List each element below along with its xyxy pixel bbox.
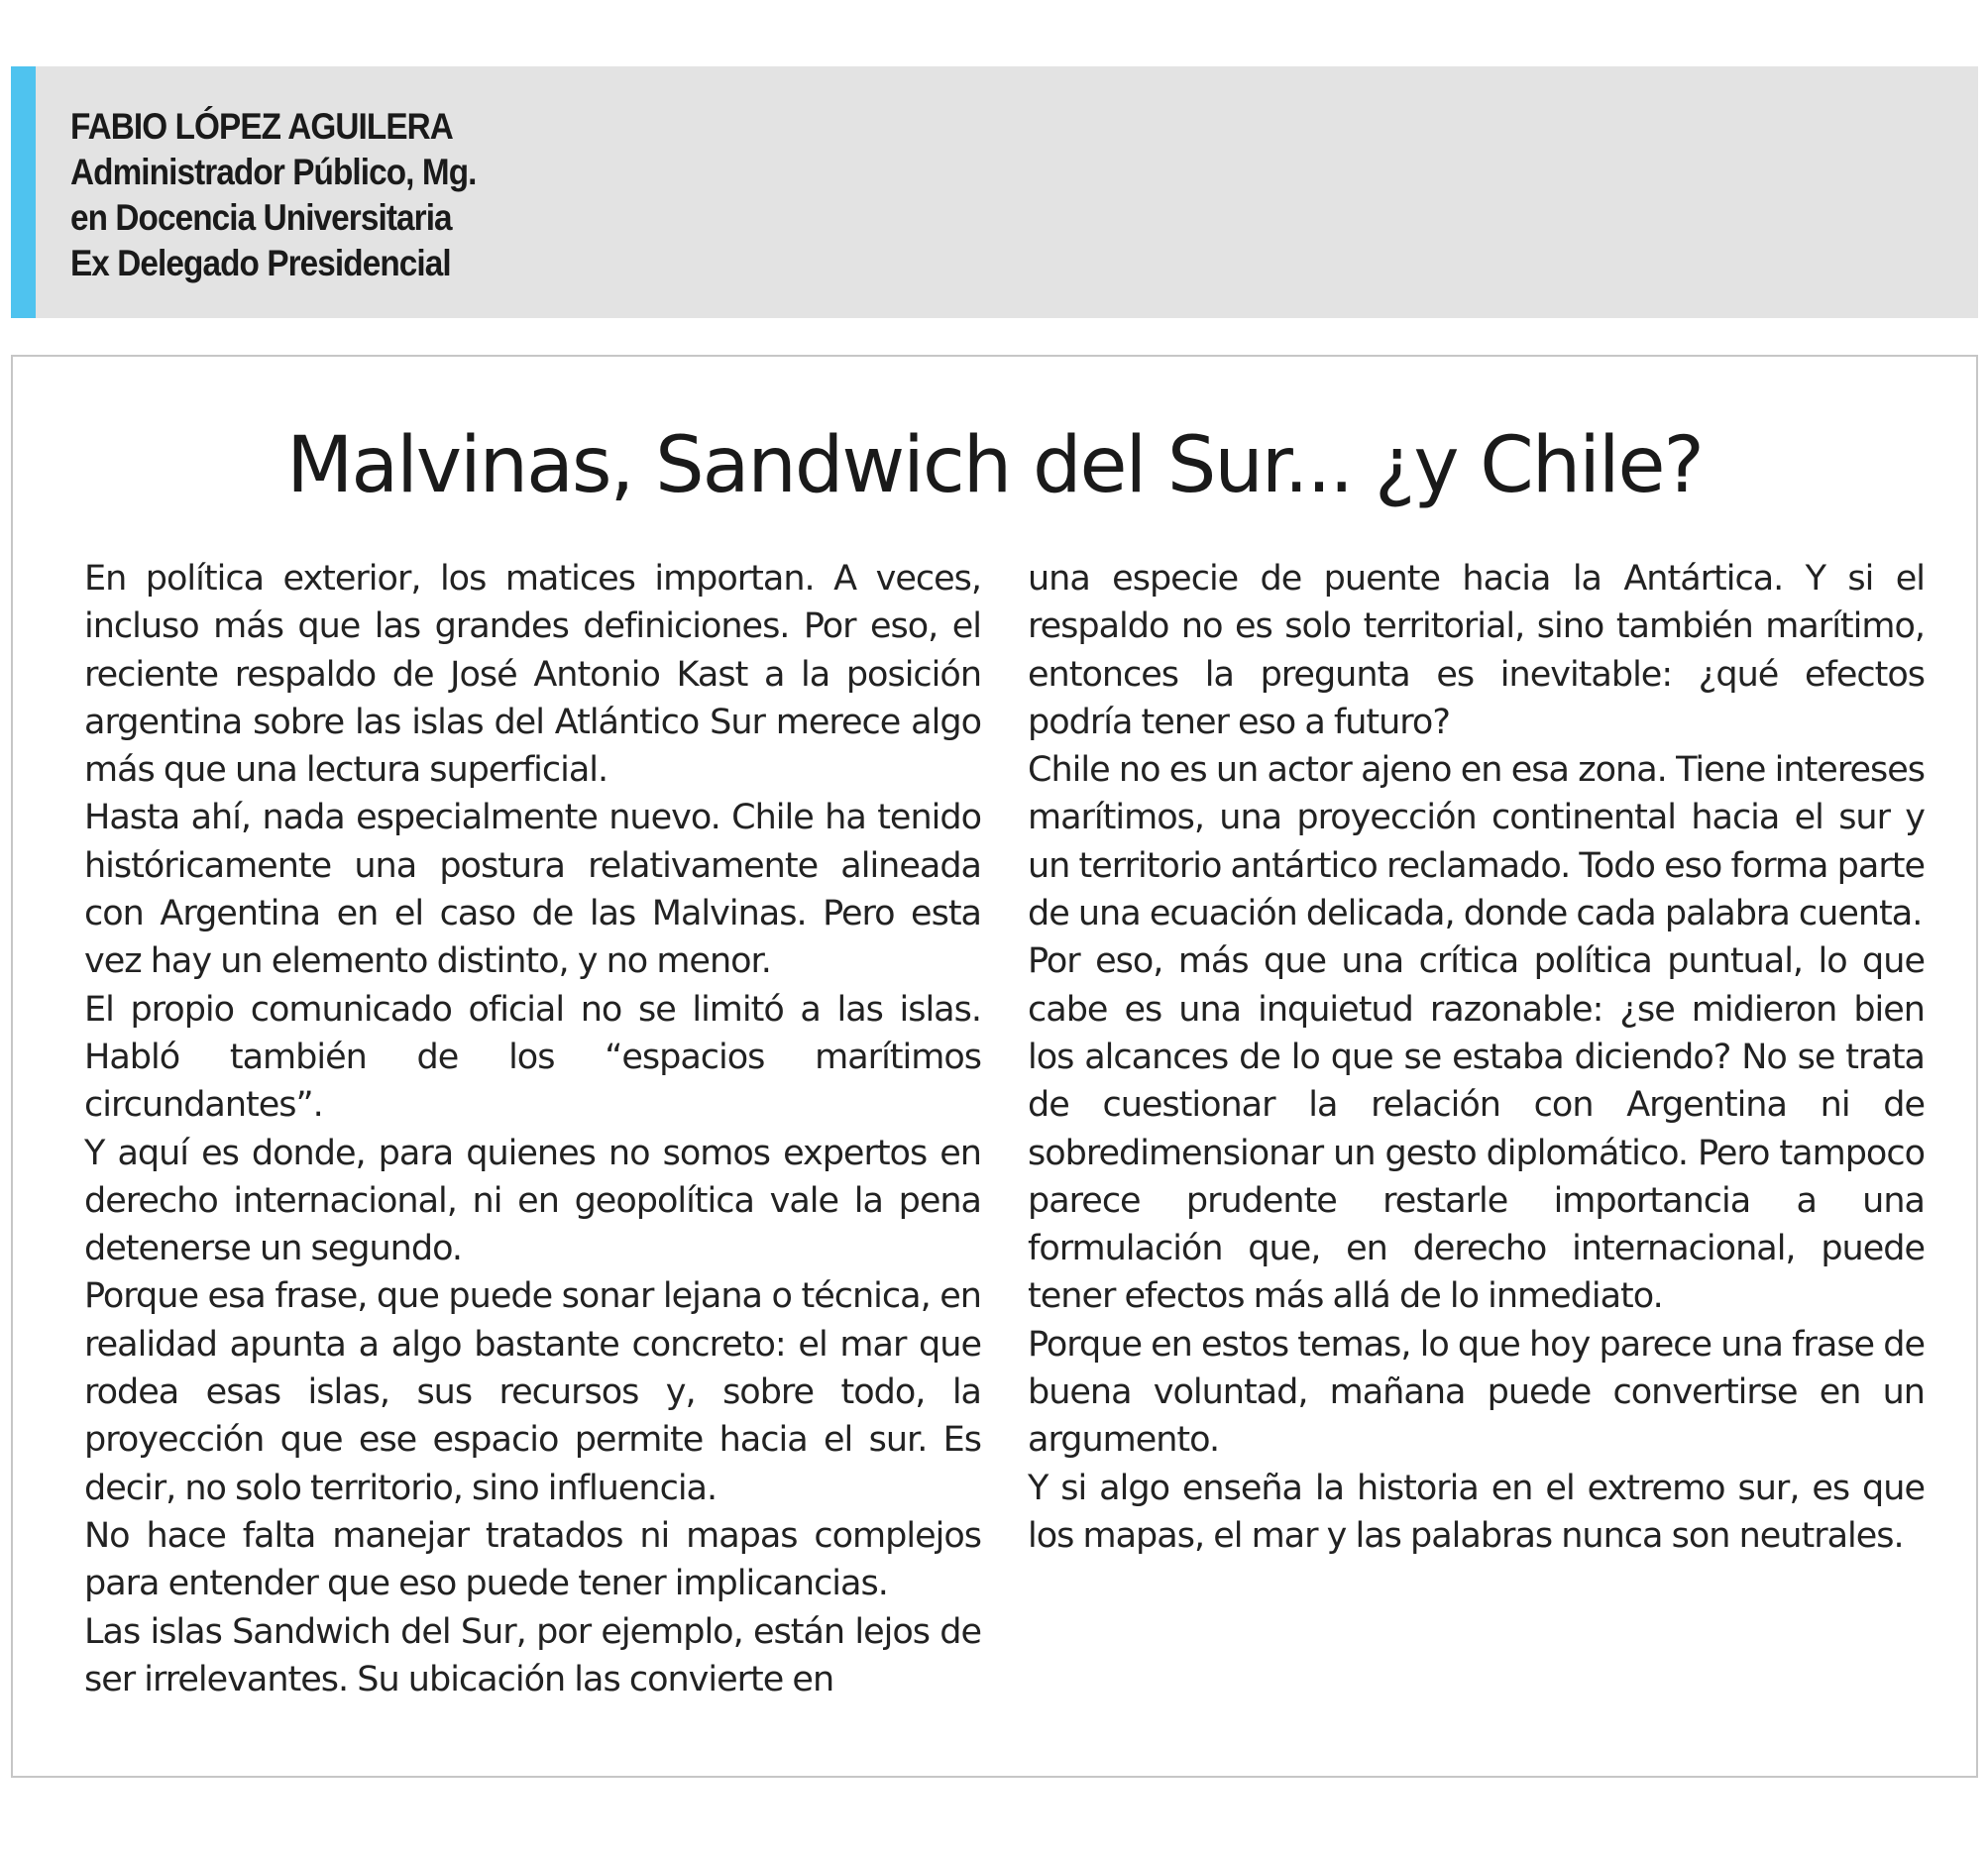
- paragraph: Y si algo enseña la historia en el extremo sur, es que los mapas, el mar y las palabras nunca son neutrales.: [1028, 1468, 1925, 1556]
- author-title-line-1: Administrador Público, Mg.: [70, 152, 477, 192]
- article-column-right: [1028, 555, 1925, 1560]
- author-info: [70, 104, 477, 286]
- article-headline: Malvinas, Sandwich del Sur... ¿y Chile?: [286, 421, 1703, 510]
- paragraph: Chile no es un actor ajeno en esa zona. Tiene intereses marítimos, una proyección continental hacia el sur y un territorio antártico reclamado. Todo eso forma parte de una ecuación delicada, donde cada palabra cuenta.: [1028, 750, 1925, 934]
- accent-bar: [11, 66, 36, 318]
- author-title-line-2: en Docencia Universitaria: [70, 197, 452, 238]
- article-box: [11, 355, 1978, 1778]
- paragraph: Porque esa frase, que puede sonar lejana o técnica, en realidad apunta a algo bastante concreto: el mar que rodea esas islas, sus recursos y, sobre todo, la proyección que ese espacio permite hacia el sur. Es decir, no solo territorio, sino influencia.: [84, 1276, 981, 1508]
- author-title-line-3: Ex Delegado Presidencial: [70, 243, 451, 283]
- paragraph: Hasta ahí, nada especialmente nuevo. Chile ha tenido históricamente una postura relativamente alineada con Argentina en el caso de las Malvinas. Pero esta vez hay un elemento distinto, y no menor.: [84, 798, 981, 982]
- author-box: [11, 66, 1978, 318]
- paragraph: Las islas Sandwich del Sur, por ejemplo, están lejos de ser irrelevantes. Su ubicación las convierte en: [84, 1611, 981, 1699]
- paragraph: Y aquí es donde, para quienes no somos expertos en derecho internacional, ni en geopolítica vale la pena detenerse un segundo.: [84, 1133, 981, 1269]
- paragraph: En política exterior, los matices importan. A veces, incluso más que las grandes definiciones. Por eso, el reciente respaldo de José Antonio Kast a la posición argentina sobre las islas del Atlántico Sur merece algo más que una lectura superficial.: [84, 559, 981, 791]
- author-name: FABIO LÓPEZ AGUILERA: [70, 106, 453, 147]
- paragraph: El propio comunicado oficial no se limitó a las islas. Habló también de los “espacios marítimos circundantes”.: [84, 989, 981, 1126]
- article-column-left: [84, 555, 981, 1703]
- paragraph: Por eso, más que una crítica política puntual, lo que cabe es una inquietud razonable: ¿se midieron bien los alcances de lo que se estaba diciendo? No se trata de cuestionar la relación con Argentina ni de sobredimensionar un gesto diplomático. Pero tampoco parece prudente restarle importancia a una formulación que, en derecho internacional, puede tener efectos más allá de lo inmediato.: [1028, 941, 1925, 1317]
- paragraph: Porque en estos temas, lo que hoy parece una frase de buena voluntad, mañana puede convertirse en un argumento.: [1028, 1324, 1925, 1461]
- paragraph: No hace falta manejar tratados ni mapas complejos para entender que eso puede tener implicancias.: [84, 1515, 981, 1604]
- paragraph: una especie de puente hacia la Antártica. Y si el respaldo no es solo territorial, sino también marítimo, entonces la pregunta es inevitable: ¿qué efectos podría tener eso a futuro?: [1028, 559, 1925, 742]
